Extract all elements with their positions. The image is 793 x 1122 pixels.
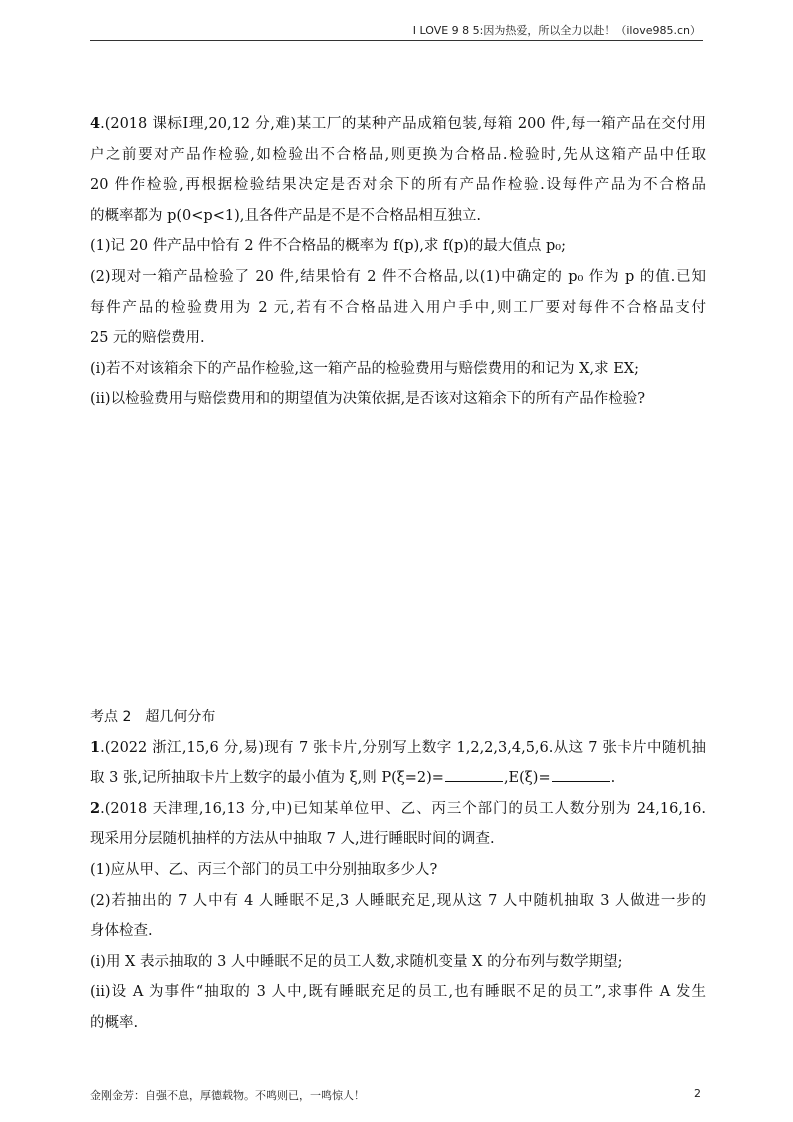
problem-4-part-2-line-3: 25 元的赔偿费用. bbox=[90, 330, 205, 347]
problem-2-part-2-ii-line-2: 的概率. bbox=[90, 1014, 139, 1031]
problem-4-line-2: 户之前要对产品作检验,如检验出不合格品,则更换为合格品.检验时,先从这箱产品中任取 bbox=[90, 146, 706, 163]
problem-1-text-2c: . bbox=[610, 770, 616, 787]
problem-1-text-1: .(2022 浙江,15,6 分,易)现有 7 张卡片,分别写上数字 1,2,2,3,4,5,6.从这 7 张卡片中随机抽 bbox=[100, 739, 706, 756]
problem-1-line-2 bbox=[90, 763, 706, 794]
problem-2-part-2-i: (i)用 X 表示抽取的 3 人中睡眠不足的员工人数,求随机变量 X 的分布列与数学期望; bbox=[90, 953, 623, 970]
problem-2-line-2: 现采用分层随机抽样的方法从中抽取 7 人,进行睡眠时间的调查. bbox=[90, 831, 495, 848]
header-text: I LOVE 9 8 5:因为热爱，所以全力以赴！（ilove985.cn） bbox=[412, 24, 701, 37]
problem-1-line-1 bbox=[90, 733, 706, 764]
problem-2-line-1 bbox=[90, 794, 706, 825]
problem-4-part-2-ii: (ii)以检验费用与赔偿费用和的期望值为决策依据,是否该对这箱余下的所有产品作检验? bbox=[90, 391, 645, 408]
footer-motto: 金刚金芳：自强不息，厚德载物。不鸣则已，一鸣惊人！ bbox=[90, 1089, 365, 1102]
header-divider bbox=[90, 40, 703, 41]
problem-1-number: 1 bbox=[90, 738, 101, 756]
problem-2-number: 2 bbox=[90, 799, 101, 817]
problem-4 bbox=[90, 109, 706, 415]
problem-4-text-1: .(2018 课标Ⅰ理,20,12 分,难)某工厂的某种产品成箱包装,每箱 200 件,每一箱产品在交付用 bbox=[100, 116, 706, 132]
page-number: 2 bbox=[694, 1087, 701, 1100]
answer-blank-1[interactable] bbox=[445, 767, 503, 782]
section-title: 考点 2 超几何分布 bbox=[90, 709, 216, 725]
problem-1-text-2b: ,E(ξ)= bbox=[503, 770, 551, 787]
problem-1-text-2a: 取 3 张,记所抽取卡片上数字的最小值为 ξ,则 P(ξ=2)= bbox=[90, 770, 444, 787]
problem-4-line-3: 20 件作检验,再根据检验结果决定是否对余下的所有产品作检验.设每件产品为不合格品 bbox=[90, 177, 706, 194]
problem-4-line-4: 的概率都为 p(0<p<1),且各件产品是不是不合格品相互独立. bbox=[90, 207, 481, 224]
answer-blank-2[interactable] bbox=[552, 767, 610, 782]
problem-2-part-2-line-1: (2)若抽出的 7 人中有 4 人睡眠不足,3 人睡眠充足,现从这 7 人中随机抽取 3 人做进一步的 bbox=[90, 892, 706, 909]
section-2 bbox=[90, 702, 706, 1039]
problem-4-number: 4 bbox=[90, 115, 101, 132]
problem-4-part-1: (1)记 20 件产品中恰有 2 件不合格品的概率为 f(p),求 f(p)的最大值点 p₀; bbox=[90, 238, 566, 255]
problem-4-part-2-i: (i)若不对该箱余下的产品作检验,这一箱产品的检验费用与赔偿费用的和记为 X,求 EX; bbox=[90, 360, 640, 377]
problem-2-part-2-ii-line-1: (ii)设 A 为事件“抽取的 3 人中,既有睡眠充足的员工,也有睡眠不足的员工”,求事件 A 发生 bbox=[90, 984, 706, 1001]
problem-4-part-2-line-2: 每件产品的检验费用为 2 元,若有不合格品进入用户手中,则工厂要对每件不合格品支付 bbox=[90, 299, 706, 316]
problem-2-part-2-line-2: 身体检查. bbox=[90, 923, 153, 940]
problem-4-line-1 bbox=[90, 109, 706, 140]
problem-4-part-2-line-1: (2)现对一箱产品检验了 20 件,结果恰有 2 件不合格品,以(1)中确定的 p₀ 作为 p 的值.已知 bbox=[90, 268, 706, 285]
problem-2-part-1: (1)应从甲、乙、丙三个部门的员工中分别抽取多少人? bbox=[90, 861, 438, 878]
problem-2-text-1: .(2018 天津理,16,13 分,中)已知某单位甲、乙、丙三个部门的员工人数分别为 24,16,16. bbox=[100, 800, 706, 817]
